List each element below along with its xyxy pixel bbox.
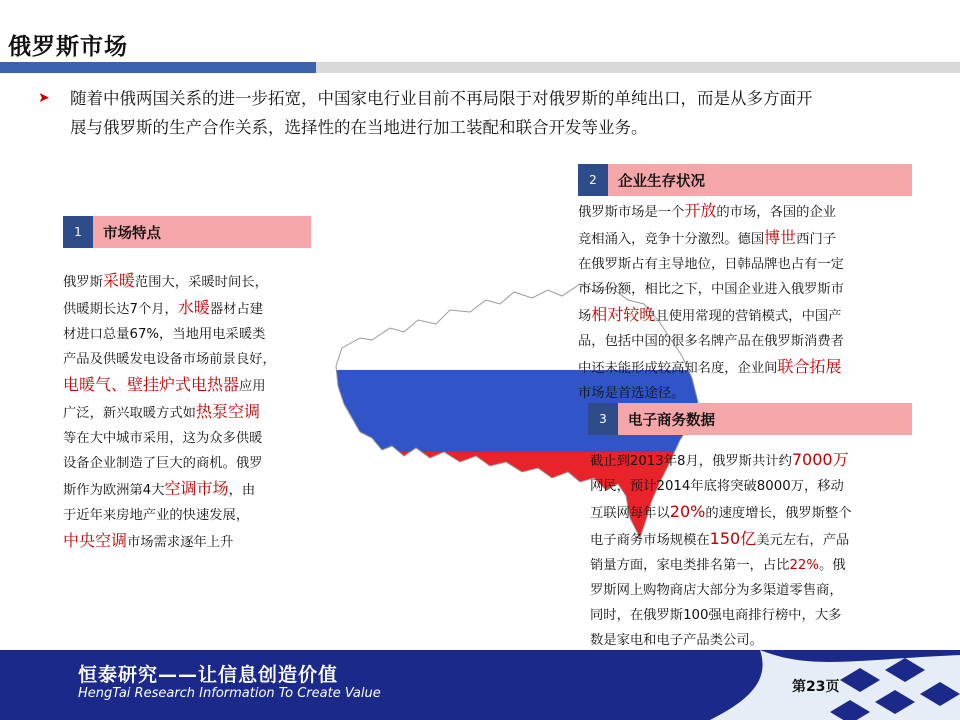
highlight-text: 150亿 [709,529,757,548]
section-1-number: 1 [63,216,93,248]
body-text: 供暖期长达7个月， [63,302,178,317]
body-text: 同时，在俄罗斯100强电商排行榜中，大多 [590,608,842,623]
body-text: 的速度增长，俄罗斯整个 [705,506,852,521]
body-text: 器材占建 [209,302,264,317]
highlight-text: 中央空调 [63,531,128,550]
body-text: 且使用常现的营销模式，中国产 [655,309,842,324]
section-2-text [578,198,918,406]
body-text: 数是家电和电子产品类公司。 [590,633,763,648]
intro-paragraph [38,84,924,142]
intro-line-1: 随着中俄两国关系的进一步拓宽，中国家电行业目前不再局限于对俄罗斯的单纯出口，而是从多方面开 [70,89,813,108]
highlight-text: 空调市场 [164,479,229,498]
body-text: 电子商务市场规模在 [590,533,710,548]
body-text: 市场是首选途径。 [578,386,685,401]
section-3-header [588,403,912,435]
highlight-text: 博世 [764,228,797,247]
highlight-text: 7000万 [791,450,849,469]
body-text: 。俄 [819,558,846,573]
highlight-text: 22% [789,558,820,573]
body-text: 中还未能形成较高知名度，企业间 [578,361,778,376]
footer-banner [0,650,960,720]
body-text: ，由 [228,483,256,498]
body-text: 网民，预计2014年底将突破8000万，移动 [590,479,844,494]
body-text: 销量方面，家电类排名第一，占比 [590,558,790,573]
section-1-text [63,268,325,555]
body-text: 的市场，各国的企业 [716,205,837,220]
body-text: 场 [578,309,592,324]
highlight-text: 热泵空调 [195,402,260,421]
highlight-text: 相对较晚 [591,305,656,324]
body-text: 市场需求逐年上升 [127,535,234,550]
body-text: 设备企业制造了巨大的商机。俄罗 [63,456,263,471]
highlight-text: 采暖 [102,271,135,290]
footer-slogan-en: HengTai Research Information To Create Value [78,686,381,701]
highlight-text: 水暖 [177,298,210,317]
body-text: 俄罗斯市场是一个 [578,205,685,220]
highlight-text: 开放 [684,201,717,220]
section-1-title: 市场特点 [103,225,161,242]
body-text: 应用 [239,379,266,394]
body-text: 于近年来房地产业的快速发展， [63,508,250,523]
highlight-text: 联合拓展 [777,357,842,376]
body-text: 俄罗斯 [63,275,103,290]
bullet-arrow-icon: ➤ [38,90,50,106]
body-text: 罗斯网上购物商店大部分为多渠道零售商， [590,583,843,598]
body-text: 竞相涌入，竞争十分激烈。德国 [578,232,765,247]
body-text: 斯作为欧洲第4大 [63,483,165,498]
footer-slogan: 恒泰研究——让信息创造价值 [78,664,339,686]
body-text: 西门子 [796,232,837,247]
body-text: 在俄罗斯占有主导地位，日韩品牌也占有一定 [578,257,844,272]
section-3-number: 3 [588,403,618,435]
body-text: 截止到2013年8月，俄罗斯共计约 [590,454,792,469]
section-2-title: 企业生存状况 [618,173,705,190]
section-3-title: 电子商务数据 [628,412,715,429]
page-title: 俄罗斯市场 [8,34,128,60]
body-text: 材进口总量67%，当地用电采暖类 [63,327,266,342]
section-2-header [578,164,912,196]
body-text: 范围大，采暖时间长， [134,275,268,290]
body-text: 等在大中城市采用，这为众多供暖 [63,431,263,446]
body-text: 产品及供暖发电设备市场前景良好， [63,352,276,367]
highlight-text: 电暖气、壁挂炉式电热器 [63,375,240,394]
title-underline [0,62,960,73]
body-text: 广泛，新兴取暖方式如 [63,406,196,421]
page-number: 第23页 [792,679,840,695]
section-2-number: 2 [578,164,608,196]
section-3-text [590,447,920,653]
body-text: 品，包括中国的很多名牌产品在俄罗斯消费者 [578,334,844,349]
highlight-text: 20% [669,502,706,521]
intro-line-2: 展与俄罗斯的生产合作关系，选择性的在当地进行加工装配和联合开发等业务。 [70,118,648,137]
section-1-header [63,216,311,248]
body-text: 互联网每年以 [590,506,670,521]
body-text: 美元左右，产品 [756,533,850,548]
body-text: 市场份额，相比之下，中国企业进入俄罗斯市 [578,282,844,297]
